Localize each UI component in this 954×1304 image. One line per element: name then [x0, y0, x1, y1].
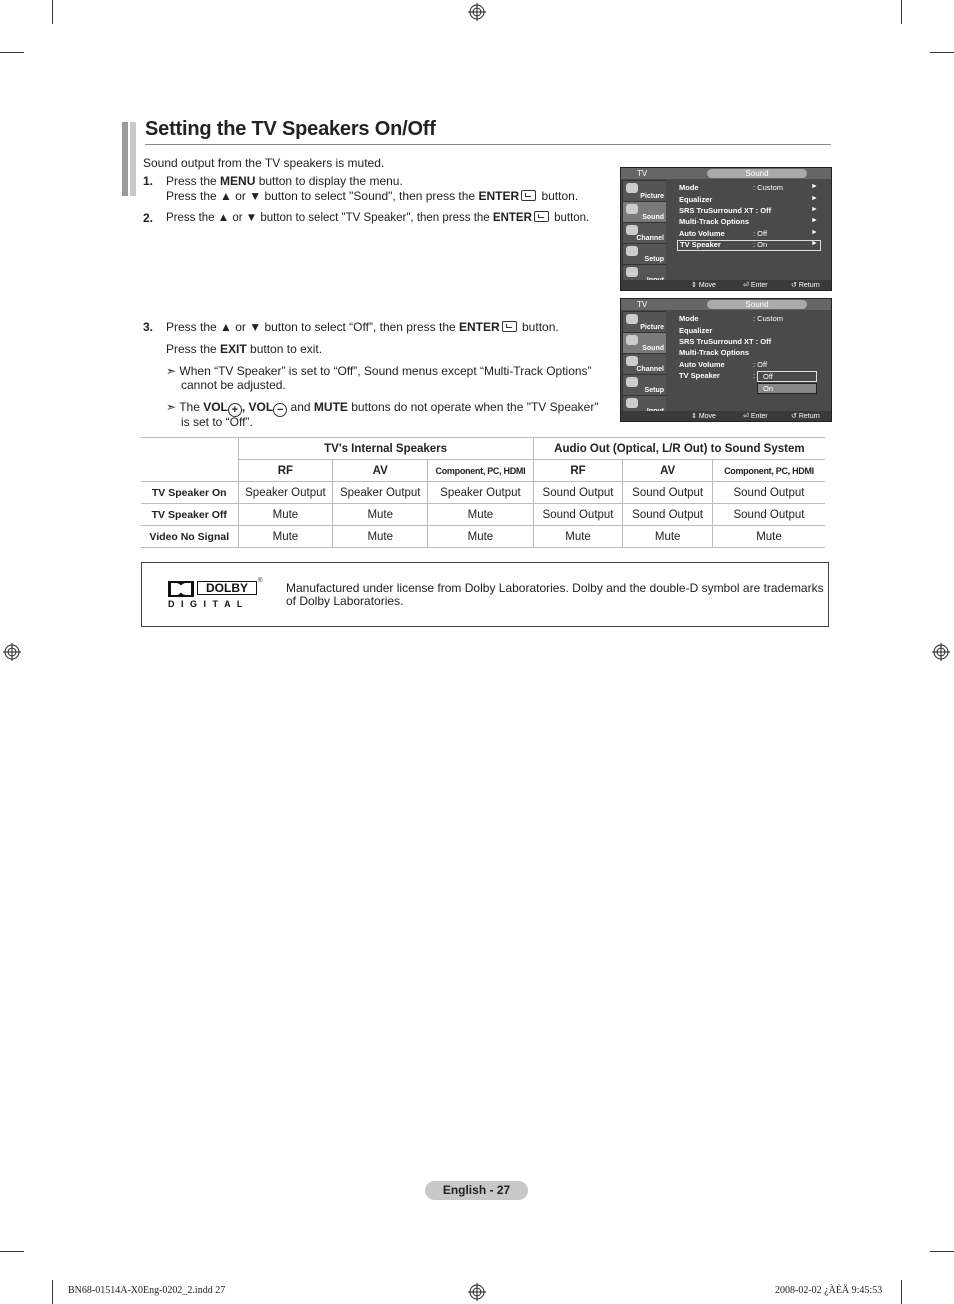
minus-icon: −	[273, 403, 287, 417]
move-label: Move	[698, 413, 716, 420]
crop-mark	[0, 52, 24, 53]
enter-icon	[534, 211, 549, 222]
picture-icon	[626, 314, 638, 324]
file-slug: BN68-01514A-X0Eng-0202_2.indd 27	[68, 1285, 226, 1296]
osd-row-value: : Off	[753, 229, 768, 238]
osd-cat-channel	[623, 223, 666, 243]
menu-key-label: MENU	[220, 174, 256, 188]
crop-mark	[52, 0, 53, 24]
step-number: 3.	[143, 320, 154, 334]
osd-row-value: : Custom	[753, 183, 784, 192]
move-hint: ⇕ Move	[691, 282, 716, 289]
table-cell: Sound Output	[623, 504, 713, 526]
table-cell: Sound Output	[533, 482, 623, 504]
enter-hint: ⏎ Enter	[743, 413, 768, 420]
table-cell: Mute	[428, 504, 534, 526]
table-subheader: Component, PC, HDMI	[428, 460, 534, 482]
title-accent-bar	[122, 122, 128, 196]
registration-mark-icon	[468, 1283, 486, 1301]
table-cell: Sound Output	[623, 482, 713, 504]
table-row	[141, 504, 825, 526]
enter-icon	[502, 321, 517, 332]
timestamp-slug: 2008-02-02 ¿ÀÈÄ 9:45:53	[775, 1285, 883, 1296]
note-text: and	[287, 400, 314, 414]
crop-mark	[930, 52, 954, 53]
osd-row-value: : On	[753, 240, 768, 249]
sound-icon	[626, 335, 638, 345]
osd-cat-label: Setup	[644, 387, 664, 394]
table-cell: Mute	[533, 526, 623, 548]
table-cell: Mute	[428, 526, 534, 548]
osd-tab-sound: Sound	[707, 300, 807, 309]
osd-row-label: Auto Volume	[679, 360, 725, 369]
osd-tab-sound: Sound	[707, 169, 807, 178]
step3-line1	[166, 320, 559, 335]
step1-text: button.	[538, 189, 579, 203]
page-number: English - 27	[425, 1181, 528, 1200]
step2-text: button.	[550, 212, 590, 224]
note2-line2: is set to “Off”.	[181, 415, 253, 429]
title-rule	[145, 144, 831, 145]
table-group-header: Audio Out (Optical, L/R Out) to Sound System	[533, 438, 825, 460]
osd-arrow-icon: ►	[811, 240, 818, 247]
step2-text: Press the ▲ or ▼ button to select "TV Speaker", then press the	[166, 212, 493, 224]
return-label: Return	[798, 413, 820, 420]
enter-key-label: ENTER	[492, 212, 532, 224]
registration-mark-icon	[932, 643, 950, 661]
dolby-notice	[141, 562, 829, 627]
step1-text: Press the	[166, 174, 221, 188]
step-number: 2.	[143, 211, 154, 225]
vol-key-label: VOL	[203, 400, 228, 414]
note-arrow-icon: ➣	[166, 400, 177, 414]
table-row-header: Video No Signal	[141, 526, 238, 548]
exit-key-label: EXIT	[220, 342, 247, 356]
dolby-digital-label: D I G I T A L	[168, 599, 245, 609]
return-hint: ↺ Return	[791, 413, 820, 420]
table-row	[141, 482, 825, 504]
step3-text: Press the ▲ or ▼ button to select “Off”, then press the	[166, 320, 459, 334]
osd-row-value: : Off	[753, 360, 768, 369]
table-row-header: TV Speaker Off	[141, 504, 238, 526]
osd-cat-label: Picture	[640, 193, 664, 200]
note1-line2: cannot be adjusted.	[181, 378, 286, 392]
return-hint: ↺ Return	[791, 282, 820, 289]
osd-row-value: :	[753, 371, 756, 380]
input-icon	[626, 267, 638, 277]
osd-row-label: Equalizer	[679, 195, 713, 204]
step3-line2	[166, 342, 322, 357]
osd-cat-sound	[623, 333, 666, 353]
move-hint: ⇕ Move	[691, 413, 716, 420]
osd-row-label: TV Speaker	[680, 240, 721, 249]
page-title: Setting the TV Speakers On/Off	[145, 118, 436, 140]
table-row	[141, 526, 825, 548]
osd-row-label: SRS TruSurround XT : Off	[679, 337, 772, 346]
table-group-header: TV's Internal Speakers	[238, 438, 533, 460]
osd-row-label: TV Speaker	[679, 371, 720, 380]
table-subheader: RF	[533, 460, 623, 482]
osd-tv-speaker-menu	[620, 298, 832, 422]
osd-cat-label: Channel	[636, 366, 664, 373]
osd-footer	[621, 280, 831, 290]
osd-arrow-icon: ►	[811, 183, 818, 190]
osd-cat-sound	[623, 202, 666, 222]
intro-text: Sound output from the TV speakers is muted.	[143, 156, 385, 170]
osd-footer	[621, 411, 831, 421]
enter-label: Enter	[750, 282, 768, 289]
dolby-wordmark: DOLBY	[197, 581, 257, 595]
table-cell: Sound Output	[712, 482, 825, 504]
table-header-row	[141, 438, 825, 460]
osd-row-value: : Custom	[753, 314, 784, 323]
osd-cat-label: Channel	[636, 235, 664, 242]
enter-hint: ⏎ Enter	[743, 282, 768, 289]
osd-tv-label: TV	[637, 300, 648, 309]
table-subheader-row	[141, 460, 825, 482]
table-subheader: AV	[623, 460, 713, 482]
table-row-header: TV Speaker On	[141, 482, 238, 504]
osd-cat-label: Picture	[640, 324, 664, 331]
osd-arrow-icon: ►	[811, 195, 818, 202]
table-cell: Mute	[333, 526, 428, 548]
step1-text: Press the ▲ or ▼ button to select "Sound", then press the	[166, 189, 479, 203]
osd-row-label: Auto Volume	[679, 229, 725, 238]
note-text: ,	[241, 400, 249, 414]
osd-header	[621, 299, 831, 310]
osd-cat-label: Sound	[642, 345, 664, 352]
setup-icon	[626, 246, 638, 256]
mute-key-label: MUTE	[313, 400, 348, 414]
osd-row-label: Equalizer	[679, 326, 713, 335]
note1-line1	[166, 364, 592, 379]
osd-cat-picture	[623, 312, 666, 332]
sound-icon	[626, 204, 638, 214]
step1-text: button to display the menu.	[255, 174, 403, 188]
enter-label: Enter	[750, 413, 768, 420]
osd-category-list	[622, 180, 666, 288]
table-cell: Speaker Output	[333, 482, 428, 504]
setup-icon	[626, 377, 638, 387]
step3-text: button.	[518, 320, 559, 334]
double-d-icon	[168, 581, 194, 597]
osd-cat-setup	[623, 375, 666, 395]
osd-row-label: Multi-Track Options	[679, 348, 750, 357]
step3-text: Press the	[166, 342, 221, 356]
osd-cat-label: Sound	[642, 214, 664, 221]
table-cell: Speaker Output	[238, 482, 333, 504]
table-cell: Mute	[712, 526, 825, 548]
table-cell: Mute	[238, 504, 333, 526]
osd-row-label: Mode	[679, 183, 699, 192]
osd-arrow-icon: ►	[811, 229, 818, 236]
step3-text: button to exit.	[246, 342, 323, 356]
registration-mark-icon	[468, 3, 486, 21]
step-number: 1.	[143, 174, 154, 188]
table-cell: Mute	[238, 526, 333, 548]
input-icon	[626, 398, 638, 408]
osd-cat-picture	[623, 181, 666, 201]
enter-icon	[521, 190, 536, 201]
osd-option-on: On	[757, 383, 817, 394]
osd-cat-setup	[623, 244, 666, 264]
speaker-output-table	[141, 437, 825, 548]
osd-sound-menu	[620, 167, 832, 291]
table-subheader: AV	[333, 460, 428, 482]
table-cell: Mute	[333, 504, 428, 526]
return-label: Return	[798, 282, 820, 289]
osd-arrow-icon: ►	[811, 217, 818, 224]
table-subheader: Component, PC, HDMI	[712, 460, 825, 482]
osd-header	[621, 168, 831, 179]
crop-mark	[901, 1280, 902, 1304]
table-corner-cell	[141, 438, 238, 482]
step1-line1	[166, 174, 403, 189]
registration-mark-icon	[3, 643, 21, 661]
osd-tv-label: TV	[637, 169, 648, 178]
table-cell: Mute	[623, 526, 713, 548]
channel-icon	[626, 356, 638, 366]
note-arrow-icon: ➣	[166, 364, 177, 378]
crop-mark	[901, 0, 902, 24]
enter-key-label: ENTER	[459, 320, 500, 334]
step2-line	[166, 211, 589, 226]
dolby-license-text: Manufactured under license from Dolby Laboratories. Dolby and the double-D symbol are trademarks of Dolby Laboratories.	[286, 581, 824, 608]
crop-mark	[0, 1251, 24, 1252]
table-cell: Sound Output	[533, 504, 623, 526]
osd-cat-channel	[623, 354, 666, 374]
channel-icon	[626, 225, 638, 235]
picture-icon	[626, 183, 638, 193]
vol-key-label: VOL	[248, 400, 274, 414]
osd-row-label: Mode	[679, 314, 699, 323]
dolby-logo	[168, 580, 264, 610]
osd-row-label: SRS TruSurround XT : Off	[679, 206, 772, 215]
move-label: Move	[698, 282, 716, 289]
table-subheader: RF	[238, 460, 333, 482]
enter-key-label: ENTER	[478, 189, 520, 203]
osd-arrow-icon: ►	[811, 206, 818, 213]
crop-mark	[52, 1280, 53, 1304]
registered-mark: ®	[258, 578, 263, 584]
osd-option-off: Off	[757, 371, 817, 382]
osd-row-label: Multi-Track Options	[679, 217, 750, 226]
note-text: buttons do not operate when the "TV Speaker"	[347, 400, 599, 414]
osd-cat-label: Setup	[644, 256, 664, 263]
step1-line2	[166, 189, 578, 204]
table-cell: Speaker Output	[428, 482, 534, 504]
crop-mark	[930, 1251, 954, 1252]
plus-icon: +	[228, 403, 242, 417]
note-text: When “TV Speaker” is set to “Off”, Sound menus except “Multi-Track Options”	[179, 364, 592, 378]
osd-category-list	[622, 311, 666, 419]
title-accent-bar	[130, 122, 136, 196]
table-cell: Sound Output	[712, 504, 825, 526]
note-text: The	[179, 400, 204, 414]
